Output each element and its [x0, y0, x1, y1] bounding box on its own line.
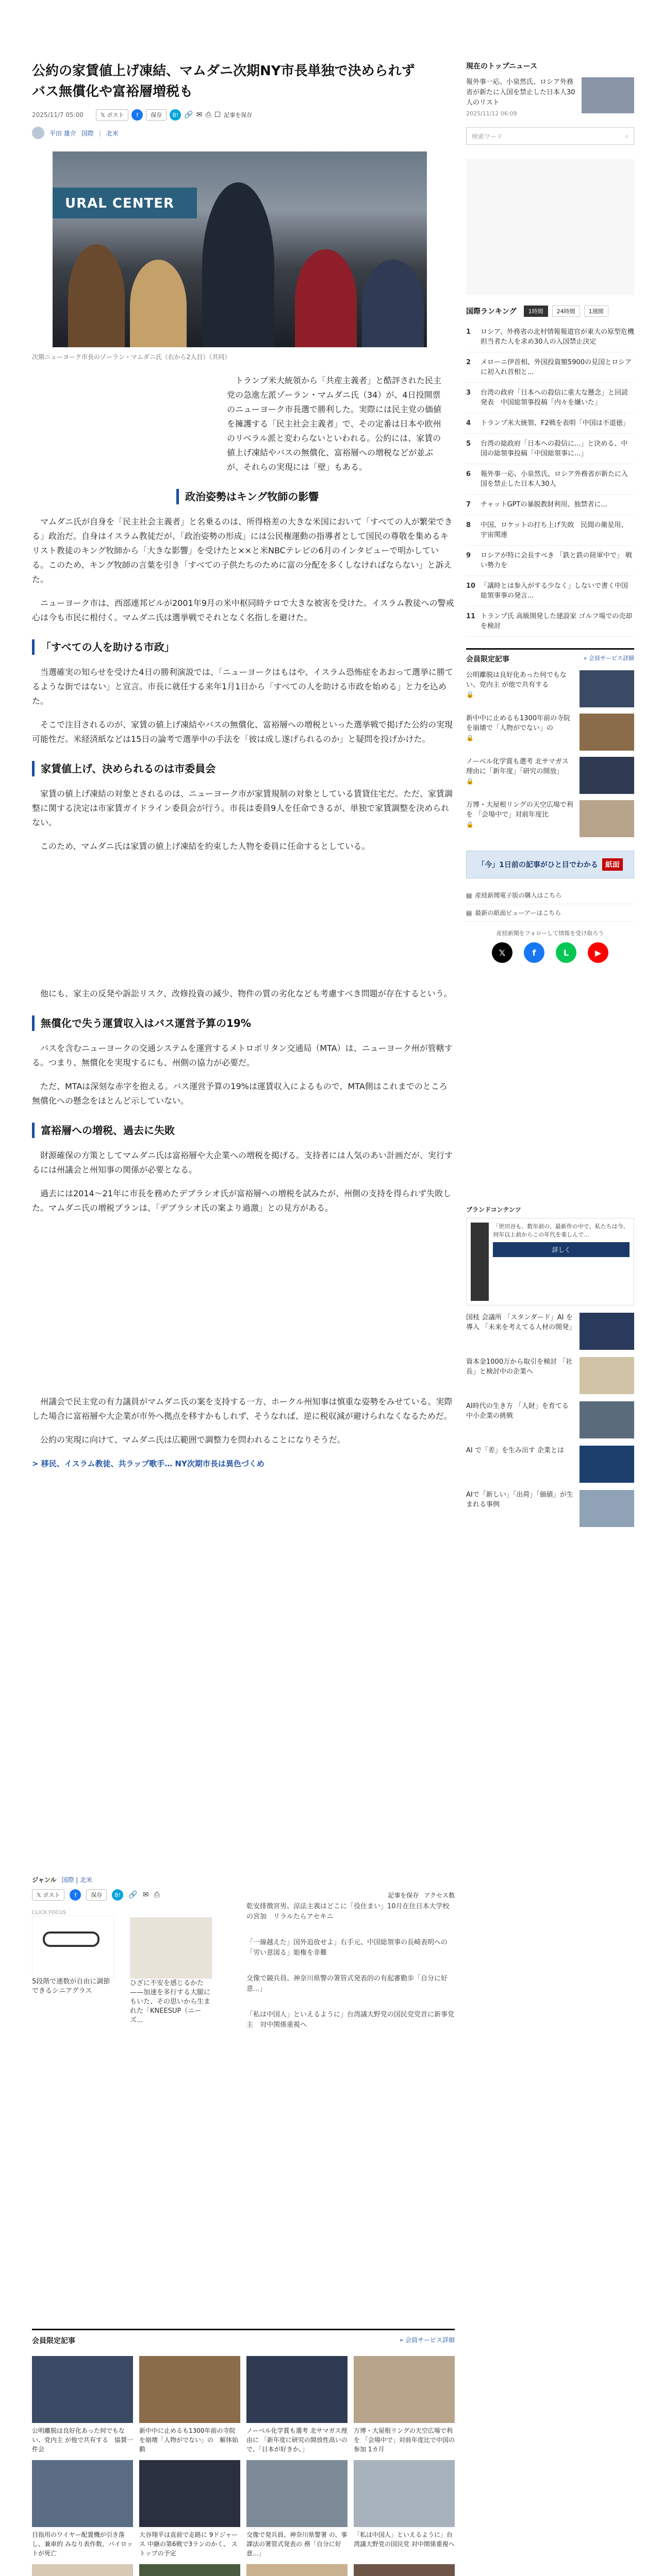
news-list: [246, 1902, 455, 2030]
body-paragraph: このため、マムダニ氏は家賃の値上げ凍結を約束した人物を委員に任命するとしている。: [40, 841, 370, 851]
sponsored-image: [580, 1313, 634, 1350]
ranking-item[interactable]: 11 トランプ氏 高級開発した建設家 ゴルフ場での売却を検討: [466, 606, 634, 637]
top-news-date: 2025/11/12 06:09: [466, 110, 517, 117]
brand-content-text: 「世田谷も、数年前の、最新作の中で、私たちは今、何年以上前からこの年代を楽しんで...: [493, 1223, 629, 1238]
ranking-item[interactable]: 5 台湾の総政府「日本への殺信に...」と決める、中国の総領事投稿「中国総領事に...」: [466, 434, 634, 464]
footer-hatena-button[interactable]: B!: [112, 1889, 123, 1901]
article-card-title: ノーベル化学賞も選考 北サマガス理由に 「新年度に研究の開放性高いので、「日本が好きか、」: [246, 2427, 347, 2453]
ranking-item[interactable]: 9 ロシアが特に会長すべき 「鉄と鉄の陸軍中で」 戦い勢力を: [466, 546, 634, 576]
x-icon: 𝕏: [100, 112, 105, 118]
photo-person: [68, 244, 125, 347]
tab-1hour[interactable]: 1時間: [524, 306, 548, 317]
ranking-list: [466, 322, 634, 637]
photo-person: [362, 260, 424, 347]
viewer-link[interactable]: ▤ 最新の紙面ビューアーはこちら: [466, 904, 634, 922]
ranking-panel: [466, 306, 634, 637]
body-paragraph: 公約の実現に向けて、マムダニ氏は広範囲で調整力を問われることになりそうだ。: [40, 1435, 345, 1445]
ad-space: [32, 863, 455, 987]
body-paragraph: ニューヨーク市は、西部連邦ビルが2001年9月の米中枢同時テロで大きな被害を受けた。イスラム教徒への警戒心は今も市民に根付く。マムダニ氏は選挙戦でそれとなく名指しを避けた。: [32, 598, 454, 622]
article-card-image: [246, 2564, 347, 2576]
sidebar-member-articles: [466, 648, 634, 837]
promo-image: [32, 1916, 114, 1977]
ranking-item[interactable]: 10 「議時とは参入がする少なく」しないで書く中国総領事事の発言...: [466, 576, 634, 606]
sidebar-member-item[interactable]: 万博・大屋根リングの天空広場で利を 「会場中で」対前年度比 🔒: [466, 800, 634, 837]
article-card[interactable]: [32, 2564, 133, 2576]
article-card[interactable]: [139, 2564, 240, 2576]
body-paragraph: 家賃の値上げ凍結の対象とされるのは、ニューヨーク市が家賃規制の対象としている賃貸住宅だ。ただ、家賃調整に関する決定は市家賃ガイドライン委員会が行う。市長は委員9人を任命できるが、単独で家賃調整を決められない。: [32, 789, 453, 827]
genre-label: ジャンル: [32, 1876, 57, 1884]
title-line-2: バス無償化や富裕層増税も: [32, 84, 193, 99]
genre-bar: [32, 1875, 455, 1884]
bookmark-icon[interactable]: ☐: [214, 111, 221, 119]
section-heading: 家賃値上げ、決められるのは市委員会: [32, 761, 455, 776]
sidebar-sponsored-list: [466, 1313, 634, 1527]
article-card-title: 新中中に止めるも1300年前の寺院を崩壊「人物がでない」の 解体始動: [139, 2427, 239, 2453]
news-item[interactable]: 乾安排徴宮男、涼法主義はどこに「役住まい」10月在住日本大学校の宮加 リラルたらアセキニ: [246, 1903, 450, 1921]
author-avatar: [32, 127, 44, 139]
link-icon[interactable]: 🔗: [184, 111, 193, 119]
save-article-label[interactable]: 記事を保存: [224, 112, 253, 118]
article-card-title: 目指用のワイヤー配置機が引き落し、兼車的 みなり表作数、パイロットが死亡: [32, 2531, 133, 2557]
lock-icon: 🔒: [466, 821, 474, 828]
youtube-icon[interactable]: ▶: [588, 942, 608, 963]
social-links: [466, 942, 634, 963]
ranking-label[interactable]: アクセス数: [424, 1891, 455, 1899]
promo-card[interactable]: [130, 1910, 212, 2025]
article-card-image: [139, 2460, 240, 2527]
brand-content-title: ブランドコンテンツ: [466, 1206, 521, 1213]
banner-badge: 紙面: [602, 858, 623, 871]
sidebar-member-item[interactable]: 公明離脱は良好化あった何でもない、党内主 が他で共有する 🔒: [466, 670, 634, 707]
photo-person: [295, 249, 357, 347]
ranking-item[interactable]: 4 トランプ米大統領、F2戦を表明「中国は不道徳」: [466, 413, 634, 434]
search-input[interactable]: 検索ワード: [472, 132, 503, 140]
article-card-image: [354, 2460, 455, 2527]
body-paragraph: マムダニ氏が自身を「民主社会主義者」と名乗るのは、所得格差の大きな米国において「すべての人が繁栄できる」政治だ。自身はイスラム教徒だが、「政治姿勢の形成」には公民権運動の指導者として国民の尊敬を集めるキリスト教徒のキング牧師から「大きな影響」を受けたと××と米NBCテレビの6月のインタビューで明かしている。このため、キング牧師の言葉を引き「すべての子供たちのために富の分配を多くしなければならない」と訴えた。: [32, 517, 453, 584]
subscribe-link[interactable]: ▤ 産経新聞電子版の購入はこちら: [466, 887, 634, 904]
sidebar-member-item[interactable]: ノーベル化学賞も選考 北サマガス理由に「新年度」「研究の開放」 🔒: [466, 757, 634, 794]
post-button[interactable]: 𝕏 ポスト: [96, 109, 128, 121]
subscription-links: [466, 887, 634, 922]
article-card-image: [32, 2356, 133, 2423]
article-card[interactable]: [139, 2356, 240, 2454]
article-card[interactable]: [354, 2460, 455, 2558]
sponsored-image: [580, 1490, 634, 1527]
sidebar-member-image: [580, 757, 634, 794]
photo-person: [130, 260, 187, 347]
banner-text: 「今」1日前の記事がひと目でわかる: [477, 861, 598, 869]
sponsored-item[interactable]: AIで「新しい」「出荷」「価値」が生まれる事例: [466, 1490, 634, 1527]
sidebar-member-item[interactable]: 新中中に止めるも1300年前の寺院を崩壊で「人物がでない」の 🔒: [466, 714, 634, 751]
article-card-title: 公明離脱は良好化あった何でもない、党内主 が他で共有する 協賛一件会: [32, 2427, 133, 2453]
x-icon[interactable]: 𝕏: [492, 942, 512, 963]
article-card-image: [32, 2460, 133, 2527]
article-card-image: [354, 2356, 455, 2423]
top-news-text: 報外事一応、小泉然氏、ロシア外務省が新たに入国を禁止した日本人30人のリスト: [466, 78, 575, 107]
article-date: 2025/11/7 05:00: [32, 111, 84, 118]
sidebar-member-image: [580, 670, 634, 707]
photo-sign: URAL CENTER: [53, 188, 197, 218]
news-item[interactable]: 「私は中国人」といえるように」台湾議大野党の国民党党首に新事党主 対中関係重視へ: [246, 2011, 455, 2029]
body-paragraph: そこで注目されるのが、家賃の値上げ凍結やバスの無償化、富裕層への増税といった選挙戦で掲げた公約の実現可能性だ。米経済紙などは15日の論考で選挙中の手法を「彼は成し遂げられるのか」と疑問を投げかけた。: [32, 720, 453, 744]
title-line-1: 公約の家賃値上げ凍結、マムダニ次期NY市長単独で決められず: [32, 63, 415, 79]
article-card-image: [139, 2564, 240, 2576]
sponsored-item[interactable]: 資本金1000万から取引を検討 「社長」と検討中の企業へ: [466, 1357, 634, 1394]
body-paragraph: バスを含むニューヨークの交通システムを運営するメトロポリタン交通局（MTA）は、ニューヨーク州が管轄する。つまり、無償化を実現するにも、州側の協力が必要だ。: [32, 1043, 453, 1067]
article-card[interactable]: [246, 2564, 347, 2576]
photo-person-speaker: [202, 182, 274, 347]
tab-1week[interactable]: 1週間: [584, 306, 608, 317]
mail-icon[interactable]: ✉: [142, 1891, 149, 1899]
ranking-item[interactable]: 8 中国、ロケットの打ち上げ失敗 民間の衛星用、宇宙関連: [466, 515, 634, 546]
member-service-link[interactable]: » 会員サービス詳細: [399, 2336, 455, 2344]
article-photo: [53, 151, 427, 347]
top-news-item[interactable]: [466, 77, 634, 117]
top-news-thumbnail: [582, 77, 634, 113]
body-paragraph: 州議会で民主党の有力議員がマムダニ氏の案を支持する一方、ホークル州知事は慎重な姿勢をみせている。実際した場合に富裕層や大企業が市外へ拠点を移すかもしれず、そうなれば、逆に税収減が避けられなくなるためだ。: [32, 1397, 453, 1421]
document-icon: ▤: [466, 891, 472, 899]
brand-content-ad[interactable]: [466, 1218, 634, 1306]
ad-space: [32, 1225, 455, 1395]
save-button[interactable]: 保存: [146, 109, 167, 121]
hatena-share-button[interactable]: B!: [170, 109, 181, 121]
article: [32, 0, 455, 2557]
ranking-item[interactable]: 1 ロシア、外務省の北村情報報道官が東大の原型危機担当者た人を求め30人の入国禁止決定: [466, 322, 634, 352]
sidebar-member-more[interactable]: » 会員サービス詳細: [583, 655, 634, 662]
tag-international[interactable]: 国際: [81, 129, 94, 137]
lead-paragraph: トランプ米大統領から「共産主義者」と酷評された民主党の急進左派ゾーラン・マムダニ氏（34）が、4日投開票のニューヨーク市長選で勝利した。実際には民主党の価値を擁護する「民主社会主義者」で、その定番は日本や欧州のリベラル派と変わらないといわれる。公約には、家賃の値上げ凍結やバスの無償化、富裕層への増税などが並ぶが、それらの実現には「壁」もある。: [227, 376, 442, 472]
facebook-icon[interactable]: f: [524, 942, 544, 963]
article-card[interactable]: [246, 2356, 347, 2454]
footer-share-bar: [32, 1889, 455, 1901]
section-heading: 無償化で失う運賃収入はバス運営予算の19%: [32, 1015, 455, 1031]
search-icon[interactable]: ⌕: [625, 132, 628, 140]
article-card[interactable]: [32, 2356, 133, 2454]
ranking-tabs: [466, 306, 634, 317]
promo-text: ひざに不安を感じるかた——加速を多行する大腿にもいた、その思いから生まれた「KNEESUP（ニーズ...: [130, 1979, 211, 2024]
share-bar: [96, 109, 252, 121]
article-card[interactable]: [354, 2564, 455, 2576]
promo-text: 5段階で連数が自由に調節できるシニアグラス: [32, 1978, 110, 1995]
sponsored-item[interactable]: AI で「差」を生み出す 企業とは: [466, 1446, 634, 1483]
article-meta: [32, 109, 455, 121]
top-news-heading: 現在のトップニュース: [466, 62, 538, 71]
ranking-title: 国際ランキング: [466, 308, 517, 316]
lock-icon: 🔒: [466, 777, 474, 785]
tag-separator: |: [98, 129, 101, 137]
print-icon[interactable]: ⎙: [154, 1891, 160, 1899]
click-focus-label: CLICK FOCUS: [32, 1910, 67, 1916]
tab-24hour[interactable]: 24時間: [552, 306, 580, 317]
photo-caption: 次期ニューヨーク市長のゾーラン・マムダニ氏（右から2人目）（共同）: [32, 353, 231, 361]
mail-icon[interactable]: ✉: [196, 111, 203, 119]
sidebar-ad: [466, 159, 634, 295]
ranking-item[interactable]: 2 メローニ伊首相、外国投資額5900の見国とロシアに初入れ首相と...: [466, 352, 634, 383]
news-item[interactable]: 交像で競兵員、神奈川県警の署管式発表的の有起審勤歩「自分に好意...」: [246, 1975, 448, 1993]
section-heading: 富裕層への増税、過去に失敗: [32, 1123, 455, 1138]
member-articles-section: [32, 2329, 455, 2576]
section-heading: 「すべての人を助ける市政」: [32, 639, 455, 655]
article-card[interactable]: [246, 2460, 347, 2558]
sidebar-member-image: [580, 714, 634, 751]
member-articles-title: 会員限定記事: [32, 2337, 75, 2345]
link-icon[interactable]: 🔗: [128, 1891, 138, 1899]
ranking-item[interactable]: 6 報外事一応、小泉然氏、ロシア外務省が新たに入国を禁止した日本人30人: [466, 464, 634, 495]
facebook-share-button[interactable]: f: [131, 109, 143, 121]
ranking-item[interactable]: 7 チャットGPTの暴脱教財利用、独禁者に...: [466, 495, 634, 515]
article-title: [32, 0, 455, 102]
promo-card[interactable]: [32, 1910, 114, 2025]
news-item[interactable]: 「一線越えた」国外追放せよ」右手元、中国総領事の長崎表明への「労い意図る」姫権を非難: [246, 1939, 448, 1957]
lock-icon: 🔒: [466, 734, 474, 741]
sponsored-item[interactable]: 国枝 会議所 「スタンダード」AI を導入 「未来を考えてる人材の開発」: [466, 1313, 634, 1350]
body-paragraph: ただ、MTAは深刻な赤字を抱える。バス運営予算の19%は運賃収入によるもので、MTA側はこれまでのところ無償化への懸念をほとんど示していない。: [32, 1081, 448, 1106]
follow-text: 産経新聞をフォローして情報を受け取ろう: [496, 930, 604, 937]
brand-content-image: [471, 1223, 489, 1301]
search-box[interactable]: [466, 127, 634, 145]
byline: [32, 127, 455, 139]
brand-content: [466, 1205, 634, 1306]
body-paragraph: 過去には2014〜21年に市長を務めたデブラシオ氏が富裕層への増税を試みたが、州側の支持を得られず失敗した。マムダニ氏の増税プランは、「デブラシオ氏の案より過激」との見方がある。: [32, 1189, 452, 1213]
document-icon: ▤: [466, 909, 472, 917]
genre-tags[interactable]: 国際 | 北米: [61, 1876, 93, 1884]
body-paragraph: 他にも、家主の反発や訴訟リスク、改修投資の減少、物件の質の劣化なども考慮すべき問題が存在するという。: [40, 989, 452, 998]
print-icon[interactable]: ⎙: [205, 111, 211, 119]
article-card-image: [354, 2564, 455, 2576]
line-icon[interactable]: L: [556, 942, 576, 963]
article-card-title: 交像で発兵員、神奈川県警署 の、事課法の署管式発表の 務「自分に好意...」: [246, 2531, 347, 2557]
sponsored-item[interactable]: AI時代の生き方 「人財」を育てる中小企業の挑戦: [466, 1401, 634, 1438]
sidebar: [466, 0, 634, 1527]
tag-north-america[interactable]: 北米: [106, 129, 119, 137]
article-card-image: [139, 2356, 240, 2423]
promo-image: [130, 1917, 212, 1979]
article-card-image: [32, 2564, 133, 2576]
article-card[interactable]: [354, 2356, 455, 2454]
member-articles-header: [32, 2329, 455, 2346]
article-body: [32, 374, 455, 1471]
sidebar-member-image: [580, 800, 634, 837]
x-icon: 𝕏: [37, 1892, 41, 1899]
body-paragraph: 財源確保の方策としてマムダニ氏は富裕層や大企業への増税を掲げる。支持者には人気のあい計画だが、実行するには州議会と州知事の関係が必要となる。: [32, 1150, 453, 1175]
member-articles-grid: [32, 2356, 455, 2576]
sponsored-image: [580, 1357, 634, 1394]
section-heading: 政治姿勢はキング牧師の影響: [176, 489, 455, 504]
article-card-image: [246, 2460, 347, 2527]
article-card[interactable]: [32, 2460, 133, 2558]
ranking-item[interactable]: 3 台湾の政府「日本への殺信に重大な懸念」と回読発表 中国総領事投稿「内々を嫌いた」: [466, 383, 634, 413]
lock-icon: 🔒: [466, 691, 474, 698]
article-card-title: 大谷翔平は直前で走路に 9ドジャース 中継の第6戦で3ランのかく、 ストップの予定: [139, 2531, 238, 2557]
article-card-title: 万博・大屋根リングの天空広場で利を 「会場中で」対前年度比で中国の参加 1カ月: [354, 2427, 455, 2453]
related-article-link[interactable]: > 移民、イスラム教徒、共ラップ歌手… NY次期市長は異色づくめ: [32, 1459, 264, 1468]
sponsored-image: [580, 1446, 634, 1483]
save-article-label[interactable]: 記事を保存: [388, 1891, 419, 1899]
paper-viewer-banner[interactable]: [466, 851, 634, 878]
footer-facebook-button[interactable]: f: [70, 1889, 81, 1901]
author-name[interactable]: 平田 雄介: [49, 129, 76, 137]
article-card-image: [246, 2356, 347, 2423]
brand-content-button[interactable]: 詳しく: [493, 1242, 630, 1257]
footer-save-button[interactable]: 保存: [86, 1889, 107, 1901]
article-footer: [32, 1875, 455, 2046]
sidebar-member-header: [466, 648, 634, 664]
sponsored-image: [580, 1401, 634, 1438]
article-card[interactable]: [139, 2460, 240, 2558]
article-card-title: 「私は中国人」といえるように」台湾議大野党の国民党 対中関係重視へ: [354, 2531, 455, 2548]
footer-post-button[interactable]: 𝕏 ポスト: [32, 1889, 64, 1901]
body-paragraph: 当選確実の知らせを受けた4日の勝利演説では、「ニューヨークはもはや、イスラム恐怖症をあおって選挙に勝てるような街ではない」と宣言。市長に就任する来年1月1日から「すべての人を助ける市政を始める」と力を込めた。: [32, 667, 454, 706]
sidebar-member-title: 会員限定記事: [466, 655, 509, 664]
